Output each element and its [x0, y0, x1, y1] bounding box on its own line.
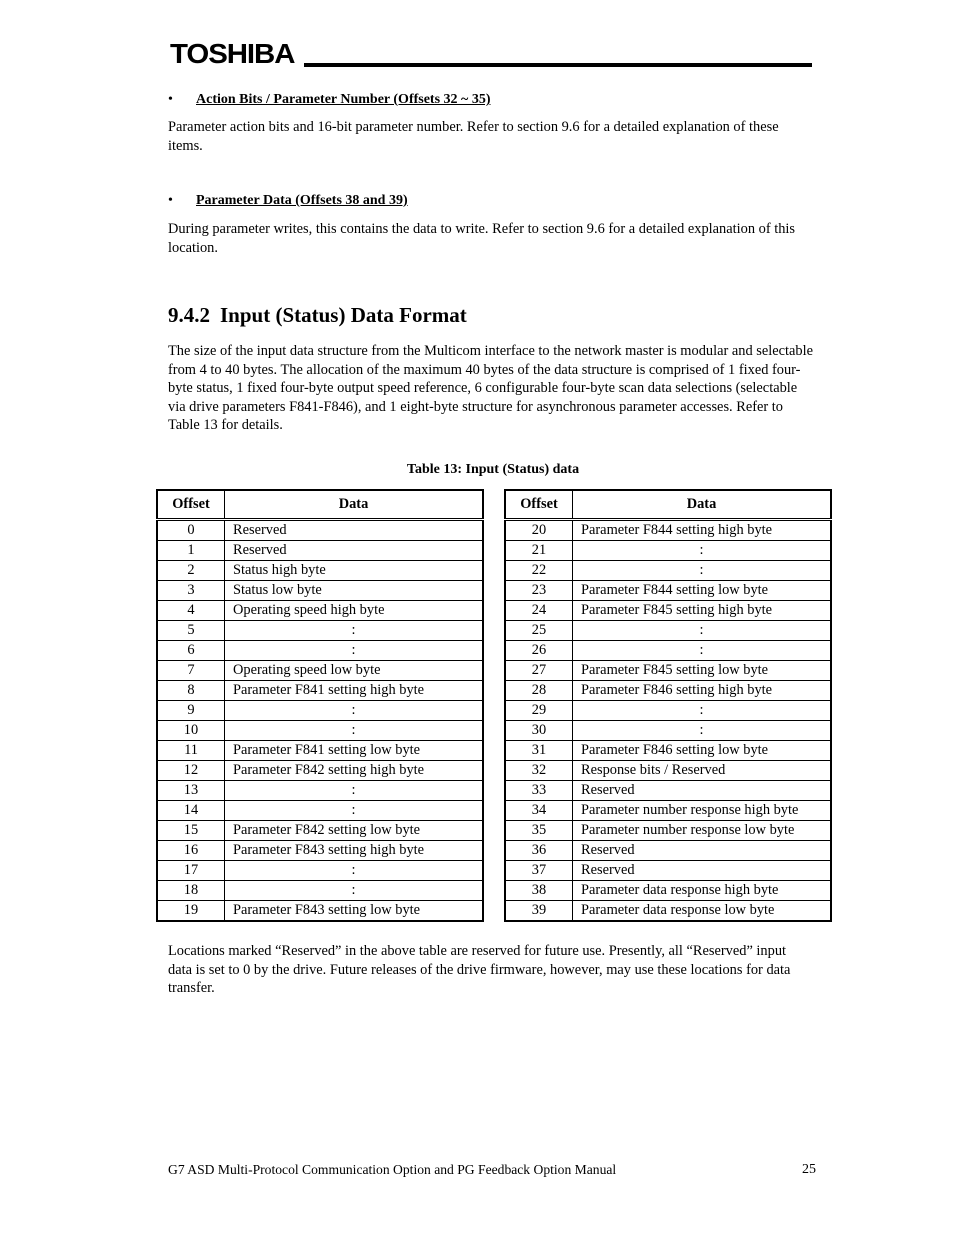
table-row	[505, 741, 831, 761]
offset-cell: 8	[157, 681, 225, 701]
table-row	[505, 621, 831, 641]
offset-cell: 21	[505, 541, 573, 561]
data-cell: Operating speed low byte	[225, 661, 484, 681]
data-cell: Parameter number response low byte	[573, 821, 832, 841]
offset-cell: 28	[505, 681, 573, 701]
table-row	[505, 781, 831, 801]
table-row	[157, 801, 483, 821]
offset-cell: 20	[505, 520, 573, 541]
data-cell: :	[225, 701, 484, 721]
offset-cell: 13	[157, 781, 225, 801]
table-row	[505, 901, 831, 922]
offset-cell: 7	[157, 661, 225, 681]
data-cell: Parameter F845 setting low byte	[573, 661, 832, 681]
offset-header: Offset	[505, 490, 573, 520]
offset-cell: 3	[157, 581, 225, 601]
table-row	[157, 601, 483, 621]
bullet-title: Parameter Data (Offsets 38 and 39)	[196, 193, 408, 208]
data-cell: Parameter F841 setting high byte	[225, 681, 484, 701]
data-cell: Parameter F843 setting low byte	[225, 901, 484, 922]
offset-cell: 24	[505, 601, 573, 621]
offset-cell: 5	[157, 621, 225, 641]
table-row	[157, 581, 483, 601]
data-cell: :	[225, 641, 484, 661]
data-cell: Reserved	[573, 841, 832, 861]
table-row	[505, 761, 831, 781]
offset-cell: 18	[157, 881, 225, 901]
bullet-parameter-data	[168, 193, 408, 209]
input-data-table-right	[504, 489, 832, 922]
offset-cell: 25	[505, 621, 573, 641]
offset-cell: 4	[157, 601, 225, 621]
footer-manual-title: G7 ASD Multi-Protocol Communication Option and PG Feedback Option Manual	[168, 1162, 617, 1177]
footer-page-number: 25	[802, 1162, 816, 1177]
table-row	[157, 881, 483, 901]
offset-cell: 34	[505, 801, 573, 821]
table-row	[157, 761, 483, 781]
data-cell: Parameter F843 setting high byte	[225, 841, 484, 861]
table-row	[157, 781, 483, 801]
table-row	[157, 741, 483, 761]
offset-cell: 2	[157, 561, 225, 581]
section-heading	[168, 303, 467, 328]
data-cell: Reserved	[225, 541, 484, 561]
data-cell: Response bits / Reserved	[573, 761, 832, 781]
table-row	[157, 681, 483, 701]
data-cell: :	[573, 561, 832, 581]
page-header	[170, 38, 812, 70]
offset-cell: 32	[505, 761, 573, 781]
data-cell: :	[573, 721, 832, 741]
offset-cell: 22	[505, 561, 573, 581]
table-row	[157, 861, 483, 881]
table-row	[157, 621, 483, 641]
offset-cell: 17	[157, 861, 225, 881]
table-row	[505, 681, 831, 701]
offset-cell: 26	[505, 641, 573, 661]
table-row	[157, 520, 483, 541]
parameter-data-paragraph: During parameter writes, this contains the data to write. Refer to section 9.6 for a detailed explanation of this location.	[168, 221, 795, 256]
table-row	[505, 661, 831, 681]
data-cell: Parameter data response high byte	[573, 881, 832, 901]
section-intro-paragraph: The size of the input data structure from the Multicom interface to the network master is modular and selectable from 4 to 40 bytes. The allocation of the maximum 40 bytes of the data structure is comprised of 1 fixed four-byte status, 1 fixed four-byte output speed reference, 6 configurable four-byte scan data selections (selectable via drive parameters F841-F846), and 1 eight-byte structure for asynchronous parameter accesses. Refer to Table 13 for details.	[168, 343, 813, 434]
data-cell: Reserved	[573, 781, 832, 801]
table-row	[505, 561, 831, 581]
toshiba-logo: TOSHIBA	[170, 38, 295, 69]
offset-cell: 31	[505, 741, 573, 761]
table-row	[505, 601, 831, 621]
offset-cell: 19	[157, 901, 225, 922]
bullet-icon: •	[168, 92, 173, 107]
offset-cell: 37	[505, 861, 573, 881]
data-cell: Parameter data response low byte	[573, 901, 832, 922]
table-header-row	[505, 490, 831, 520]
table-row	[505, 841, 831, 861]
table-row	[157, 721, 483, 741]
table-row	[157, 641, 483, 661]
bullet-icon: •	[168, 193, 173, 208]
offset-cell: 11	[157, 741, 225, 761]
offset-cell: 12	[157, 761, 225, 781]
table-row	[505, 861, 831, 881]
data-cell: Status low byte	[225, 581, 484, 601]
table-row	[505, 821, 831, 841]
section-title: Input (Status) Data Format	[220, 303, 467, 327]
data-cell: :	[573, 621, 832, 641]
data-cell: Parameter F846 setting low byte	[573, 741, 832, 761]
data-cell: Parameter F841 setting low byte	[225, 741, 484, 761]
offset-cell: 6	[157, 641, 225, 661]
bullet-title: Action Bits / Parameter Number (Offsets 32 ~ 35)	[196, 92, 491, 107]
data-cell: Parameter F842 setting high byte	[225, 761, 484, 781]
offset-cell: 15	[157, 821, 225, 841]
offset-cell: 39	[505, 901, 573, 922]
table-row	[157, 901, 483, 922]
data-cell: :	[225, 721, 484, 741]
table-row	[157, 661, 483, 681]
data-cell: Parameter number response high byte	[573, 801, 832, 821]
offset-cell: 30	[505, 721, 573, 741]
data-cell: :	[573, 541, 832, 561]
table-row	[505, 881, 831, 901]
data-cell: :	[225, 861, 484, 881]
bullet-action-bits	[168, 92, 490, 108]
data-cell: :	[225, 781, 484, 801]
offset-cell: 9	[157, 701, 225, 721]
offset-cell: 29	[505, 701, 573, 721]
table-row	[505, 541, 831, 561]
data-cell: Reserved	[225, 520, 484, 541]
reserved-notes-paragraph: Locations marked “Reserved” in the above table are reserved for future use. Presently, all “Reserved” input data is set to 0 by the drive. Future releases of the drive firmware, however, may use these locations for data transfer.	[168, 943, 791, 997]
data-cell: Reserved	[573, 861, 832, 881]
data-cell: :	[225, 621, 484, 641]
data-cell: :	[573, 641, 832, 661]
data-cell: Parameter F844 setting high byte	[573, 520, 832, 541]
offset-cell: 23	[505, 581, 573, 601]
offset-cell: 35	[505, 821, 573, 841]
offset-cell: 14	[157, 801, 225, 821]
offset-cell: 1	[157, 541, 225, 561]
table-row	[505, 701, 831, 721]
table-row	[505, 641, 831, 661]
offset-cell: 16	[157, 841, 225, 861]
data-cell: :	[225, 801, 484, 821]
data-header: Data	[225, 490, 484, 520]
offset-cell: 36	[505, 841, 573, 861]
data-cell: Parameter F842 setting low byte	[225, 821, 484, 841]
action-bits-paragraph: Parameter action bits and 16-bit parameter number. Refer to section 9.6 for a detailed explanation of these items.	[168, 119, 779, 154]
offset-cell: 10	[157, 721, 225, 741]
data-cell: Parameter F846 setting high byte	[573, 681, 832, 701]
offset-cell: 33	[505, 781, 573, 801]
table-row	[157, 541, 483, 561]
offset-header: Offset	[157, 490, 225, 520]
data-header: Data	[573, 490, 832, 520]
data-cell: Status high byte	[225, 561, 484, 581]
table-caption: Table 13: Input (Status) data	[406, 462, 580, 477]
offset-cell: 38	[505, 881, 573, 901]
table-row	[157, 841, 483, 861]
header-rule	[304, 63, 812, 67]
table-row	[505, 581, 831, 601]
section-number: 9.4.2	[168, 303, 210, 327]
data-cell: :	[573, 701, 832, 721]
data-cell: Parameter F844 setting low byte	[573, 581, 832, 601]
table-row	[505, 520, 831, 541]
table-row	[505, 721, 831, 741]
data-cell: Parameter F845 setting high byte	[573, 601, 832, 621]
table-row	[157, 821, 483, 841]
table-row	[157, 701, 483, 721]
input-data-table-left	[156, 489, 484, 922]
offset-cell: 27	[505, 661, 573, 681]
offset-cell: 0	[157, 520, 225, 541]
data-cell: :	[225, 881, 484, 901]
table-header-row	[157, 490, 483, 520]
data-cell: Operating speed high byte	[225, 601, 484, 621]
table-row	[505, 801, 831, 821]
table-row	[157, 561, 483, 581]
